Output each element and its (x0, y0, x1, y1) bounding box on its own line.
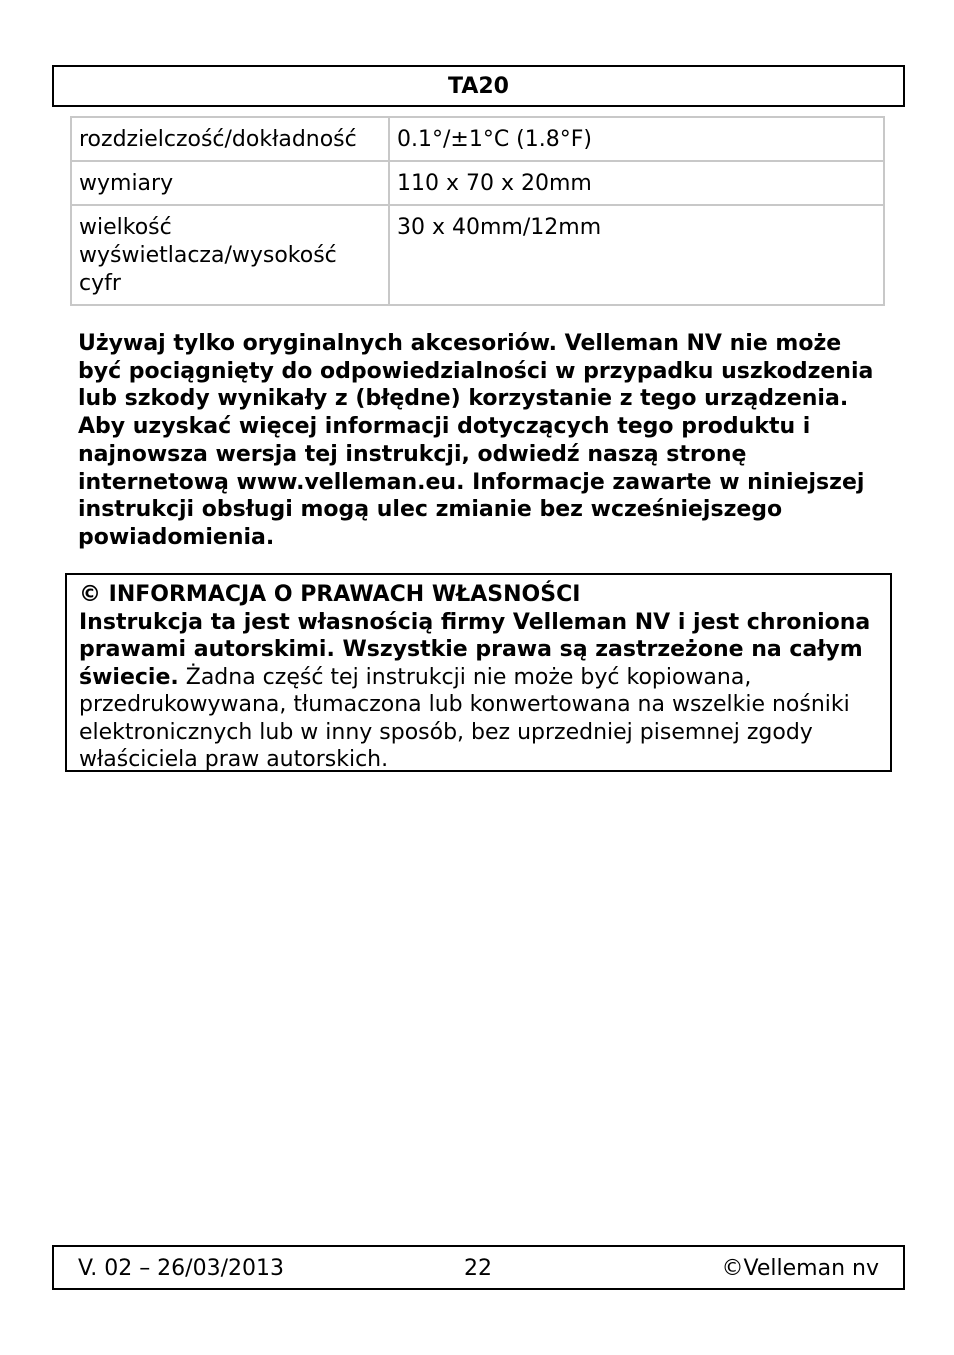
table-row (71, 117, 884, 161)
copyright-heading: © INFORMACJA O PRAWACH WŁASNOŚCI (79, 582, 581, 607)
table-row (71, 161, 884, 205)
spec-label: rozdzielczość/dokładność (71, 117, 389, 161)
model-title: TA20 (448, 73, 509, 99)
spec-value: 30 x 40mm/12mm (389, 205, 884, 305)
warning-paragraph: Używaj tylko oryginalnych akcesoriów. Velleman NV nie może być pociągnięty do odpowiedzialności w przypadku uszkodzenia lub szkody wynikały z (błędne) korzystanie z tego urządzenia. Aby uzyskać więcej informacji dotyczących tego produktu i najnowsza wersja tej instrukcji, odwiedź naszą stronę internetową www.velleman.eu. Informacje zawarte w niniejszej instrukcji obsługi mogą ulec zmianie bez wcześniejszego powiadomienia. (78, 331, 874, 550)
table-row (71, 205, 884, 305)
spec-value: 110 x 70 x 20mm (389, 161, 884, 205)
copyright-bold-text: Instrukcja ta jest własnością firmy Velleman NV i jest chroniona prawami autorskimi. Wszystkie prawa są zastrzeżone na całym świecie. (79, 609, 871, 690)
page-footer (52, 1245, 905, 1290)
copyright-normal-text: Żadna część tej instrukcji nie może być kopiowana, przedrukowywana, tłumaczona lub konwertowana na wszelkie nośniki elektronicznych lub w inny sposób, bez uprzedniej pisemnej zgody właściciela praw autorskich. (79, 664, 850, 772)
footer-copyright: ©Velleman nv (721, 1256, 879, 1281)
spec-label: wielkość wyświetlacza/wysokość cyfr (71, 205, 389, 305)
footer-version: V. 02 – 26/03/2013 (78, 1256, 284, 1281)
document-header (52, 65, 905, 107)
copyright-body (79, 609, 890, 774)
copyright-notice (65, 573, 892, 772)
spec-table (70, 116, 885, 306)
spec-label: wymiary (71, 161, 389, 205)
page-number: 22 (464, 1256, 492, 1281)
spec-value: 0.1°/±1°C (1.8°F) (389, 117, 884, 161)
